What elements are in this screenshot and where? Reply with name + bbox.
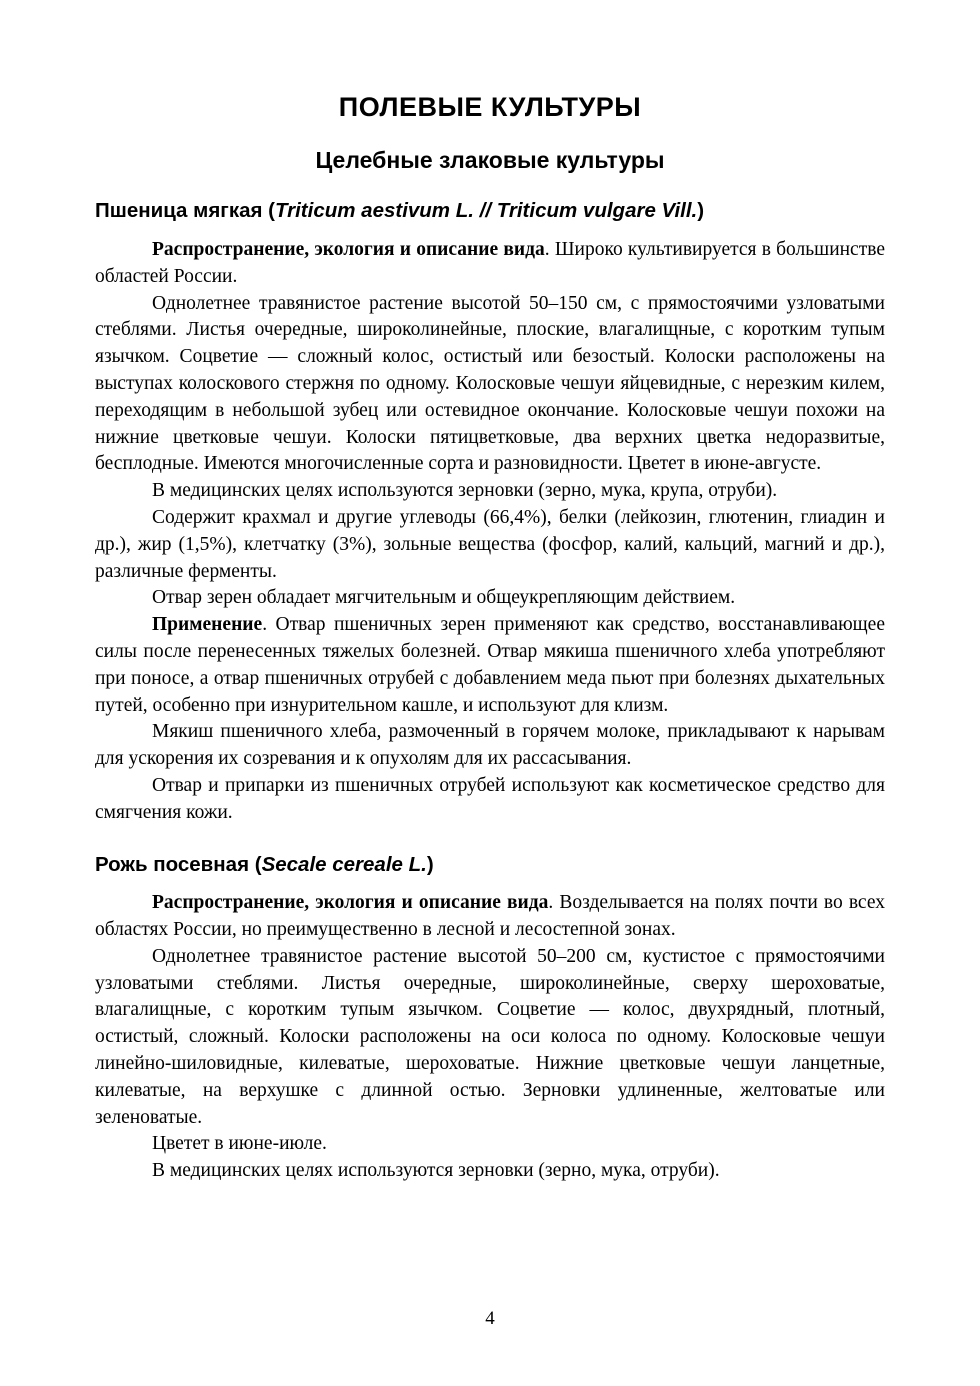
paragraph [95, 237, 885, 291]
paragraph-text: Отвар зерен обладает мягчительным и общеукрепляющим действием. [152, 587, 736, 609]
species-heading-close-paren: ) [697, 199, 705, 223]
paragraph [95, 773, 885, 827]
species-heading-close-paren: ) [426, 852, 434, 876]
paragraph [95, 585, 885, 612]
paragraph-text: В медицинских целях используются зерновки (зерно, мука, крупа, отруби). [152, 480, 778, 502]
species-name-ru: Рожь посевная ( [95, 852, 262, 876]
paragraph [95, 944, 885, 1132]
paragraph-lead: Применение [152, 614, 263, 636]
section-rye [95, 853, 885, 1185]
section-heading-wheat [95, 199, 885, 224]
page-title: ПОЛЕВЫЕ КУЛЬТУРЫ [338, 92, 642, 122]
section-heading-rye [95, 853, 885, 878]
page-number: 4 [485, 1308, 495, 1329]
paragraph [95, 719, 885, 773]
paragraph [95, 478, 885, 505]
paragraph-text: . Широко культивируется в большинстве областей России. [95, 239, 885, 287]
paragraph-text: Цветет в июне-июле. [152, 1133, 327, 1155]
paragraph [95, 890, 885, 944]
paragraph [95, 505, 885, 585]
paragraph [95, 612, 885, 719]
section-wheat [95, 199, 885, 826]
paragraph-lead: Распространение, экология и описание вида [152, 892, 549, 914]
paragraph [95, 291, 885, 479]
paragraph-text: . Отвар пшеничных зерен применяют как средство, восстанавливающее силы после перенесенных тяжелых болезней. Отвар мякиша пшеничного хлеба употребляют при поносе, а отвар пшеничных отрубей с добавлением меда пьют при болезнях дыхательных путей, особенно при изнурительном кашле, и используют для клизм. [95, 614, 885, 716]
paragraph [95, 1131, 885, 1158]
paragraph-text: Мякиш пшеничного хлеба, размоченный в горячем молоке, прикладывают к нарывам для ускорения их созревания и к опухолям для их рассасывания. [95, 721, 885, 770]
paragraph [95, 1158, 885, 1185]
paragraph-text: В медицинских целях используются зерновки (зерно, мука, отруби). [152, 1160, 720, 1182]
paragraph-text: Однолетнее травянистое растение высотой 50–200 см, кустистое с прямостоячими узловатыми стеблями. Листья очередные, широколинейные, сверху шероховатые, влагалищные, с коротким тупым язычком. Соцветие — колос, двухрядный, плотный, остистый, сложный. Колоски расположены на оси колоса по одному. Колосковые чешуи линейно-шиловидные, килеватые, шероховатые. Нижние цветковые чешуи ланцетные, килеватые, на верхушке с длинной остью. Зерновки удлиненные, желтоватые или зеленоватые. [95, 945, 885, 1128]
paragraph-text: . Возделывается на полях почти во всех областях России, но преимущественно в лесной и лесостепной зонах. [95, 892, 885, 940]
species-name-latin: Secale cereale L. [261, 852, 427, 876]
paragraph-text: Отвар и припарки из пшеничных отрубей используют как косметическое средство для смягчения кожи. [95, 775, 885, 823]
paragraph-text: Содержит крахмал и другие углеводы (66,4%), белки (лейкозин, глютенин, глиадин и др.), жир (1,5%), клетчатку (3%), зольные вещества (фосфор, калий, кальций, магний и др.), различные ферменты. [95, 507, 885, 582]
species-name-latin: Triticum aestivum L. // Triticum vulgare Vill. [274, 199, 698, 223]
species-name-ru: Пшеница мягкая ( [95, 199, 275, 223]
paragraph-lead: Распространение, экология и описание вида [152, 239, 545, 261]
paragraph-text: Однолетнее травянистое растение высотой 50–150 см, с прямостоячими узловатыми стеблями. Листья очередные, широколинейные, плоские, влагалищные, с коротким тупым язычком. Соцветие — сложный колос, остистый или безостый. Колоски расположены на выступах колоскового стержня по одному. Колосковые чешуи яйцевидные, с нерезким килем, переходящим в небольшой зубец или остевидное окончание. Колосковые чешуи похожи на нижние цветковые чешуи. Колоски пятицветковые, два верхних цветка недоразвитые, бесплодные. Имеются многочисленные сорта и разновидности. Цветет в июне-августе. [95, 292, 885, 475]
page-subtitle: Целебные злаковые культуры [315, 147, 665, 174]
